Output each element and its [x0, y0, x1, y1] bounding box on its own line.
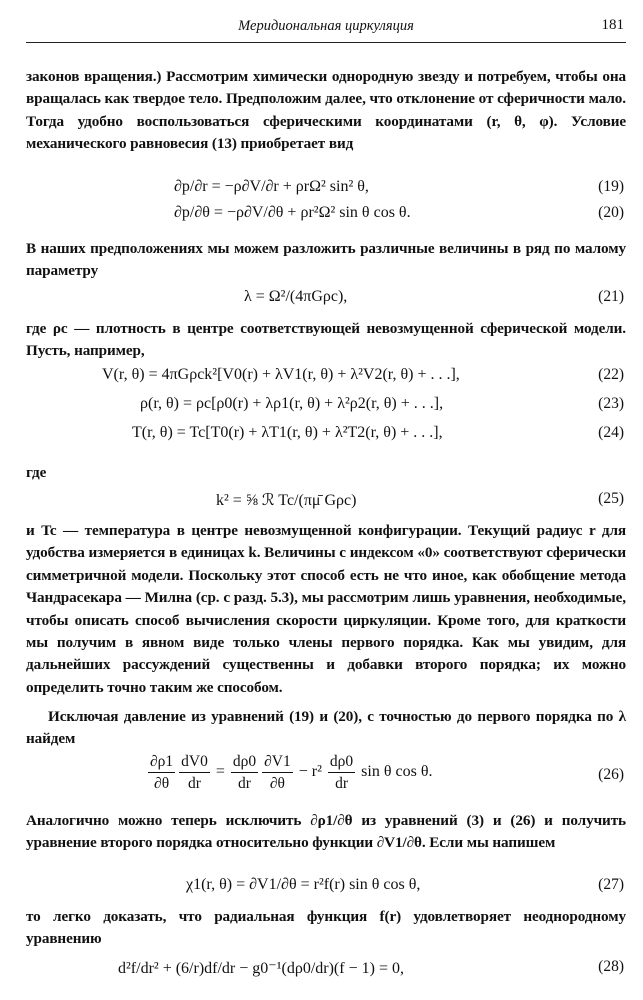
equation-27-number: (27) [598, 876, 624, 893]
paragraph-4: где [26, 464, 47, 481]
equation-25 [26, 490, 626, 512]
equation-21-number: (21) [598, 288, 624, 305]
equation-22-number: (22) [598, 366, 624, 383]
equation-23-body: ρ(r, θ) = ρc[ρ0(r) + λρ1(r, θ) + λ²ρ2(r, θ) + . . .], [140, 395, 444, 412]
equation-26 [26, 752, 626, 800]
page-header [26, 14, 626, 43]
paragraph-7: Аналогично можно теперь исключить ∂ρ1/∂θ из уравнений (3) и (26) и получить уравнение второго порядка относительно функции ∂V1/∂θ. Если мы напишем [26, 812, 626, 852]
paragraph-2: В наших предположениях мы можем разложить различные величины в ряд по малому параметру [26, 240, 626, 280]
equation-19-body: ∂p/∂r = −ρ∂V/∂r + ρrΩ² sin² θ, [174, 178, 369, 195]
paragraph-6: Исключая давление из уравнений (19) и (20), с точностью до первого порядка по λ найдем [26, 708, 626, 748]
paragraph-5: и Tc — температура в центре невозмущенной конфигурации. Текущий радиус r для удобства измеряется в единицах k. Величины с индексом «0» соответствуют сферически симметричной модели. Поскольку этот способ есть не что иное, как обобщение метода Чандрасекара — Милна (ср. с разд. 5.3), мы рассмотрим лишь уравнения, необходимые, чтобы описать способ вычисления скорости циркуляции. Кроме того, для краткости мы получим в явном виде только члены первого порядка. Как мы увидим, для дальнейших рассуждений существенны и добавки второго порядка; их можно определить точно таким же способом. [26, 522, 626, 696]
equation-20-body: ∂p/∂θ = −ρ∂V/∂θ + ρr²Ω² sin θ cos θ. [174, 204, 411, 221]
equation-25-body: k² = ⅝ ℛ Tc/(πμ̄ Gρc) [216, 492, 357, 509]
equation-23-number: (23) [598, 395, 624, 412]
frac-drho0-dr: $\frac{d\rho 0}{dr}$ [232, 753, 257, 792]
running-title: Меридиональная циркуляция [238, 18, 414, 34]
equation-19-number: (19) [598, 178, 624, 195]
equation-27-body: χ1(r, θ) = ∂V1/∂θ = r²f(r) sin θ cos θ, [186, 876, 421, 893]
equation-28-number: (28) [598, 958, 624, 975]
equation-25-number: (25) [598, 490, 624, 507]
frac-drho0-dr-2: $\frac{d\rho 0}{dr}$ [329, 753, 354, 792]
equation-21-body: λ = Ω²/(4πGρc), [244, 288, 348, 305]
equation-22 [26, 366, 626, 388]
equation-23 [26, 395, 626, 417]
equation-22-body: V(r, θ) = 4πGρck²[V0(r) + λV1(r, θ) + λ²V2(r, θ) + . . .], [102, 366, 460, 383]
equation-28-body: d²f/dr² + (6/r)df/dr − g0⁻¹(dρ0/dr)(f − 1) = 0, [118, 960, 404, 977]
equation-27 [26, 876, 626, 898]
equation-19 [26, 178, 626, 200]
equation-24 [26, 424, 626, 446]
paragraph-8: то легко доказать, что радиальная функция f(r) удовлетворяет неоднородному уравнению [26, 908, 626, 948]
equation-24-body: T(r, θ) = Tc[T0(r) + λT1(r, θ) + λ²T2(r, θ) + . . .], [132, 424, 443, 441]
paragraph-3: где ρc — плотность в центре соответствующей невозмущенной сферической модели. Пусть, например, [26, 320, 626, 360]
equation-28 [26, 958, 626, 980]
equation-20-number: (20) [598, 204, 624, 221]
frac-drho1-dtheta: $\frac{\partial\rho 1}{\partial\theta}$ [150, 753, 174, 792]
equation-24-number: (24) [598, 424, 624, 441]
paragraph-1: законов вращения.) Рассмотрим химически однородную звезду и потребуем, чтобы она вращалась как твердое тело. Предположим далее, что отклонение от сферичности мало. Тогда удобно воспользоваться сферическими координатами (r, θ, φ). Условие механического равновесия (13) приобретает вид [26, 68, 626, 153]
equation-20 [26, 204, 626, 226]
equation-21 [26, 288, 626, 310]
page-number: 181 [601, 17, 624, 33]
frac-dV1-dtheta: $\frac{\partial V1}{\partial\theta}$ [264, 753, 291, 792]
frac-dV0-dr: $\frac{dV0}{dr}$ [181, 753, 208, 792]
equation-26-number: (26) [598, 766, 624, 783]
equation-26-body: $\frac{\partial\rho 1}{\partial\theta}$ $\frac{dV0}{dr}$ = $\frac{d\rho 0}{dr}$ $\frac{\partial V1}{\partial\theta}$ − r² $\frac{d\rho 0}{dr}$ sin θ cos θ. [150, 753, 433, 792]
